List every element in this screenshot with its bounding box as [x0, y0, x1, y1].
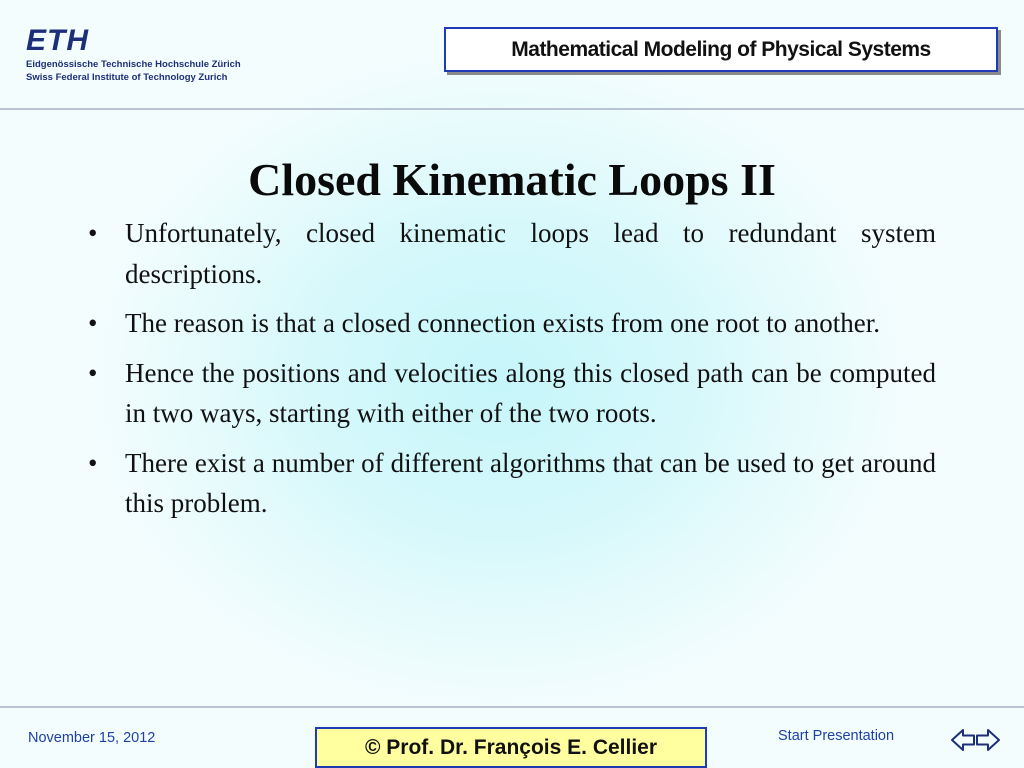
bullet-item: [88, 303, 936, 344]
bullet-item: [88, 213, 936, 294]
bullet-text: There exist a number of different algorithms that can be used to get around this problem.: [125, 447, 936, 518]
bullet-dot-icon: •: [88, 218, 98, 248]
eth-logo-line-german: Eidgenössische Technische Hochschule Zürich: [26, 59, 241, 70]
bullet-text: Hence the positions and velocities along this closed path can be computed in two ways, starting with either of the two roots.: [125, 357, 936, 428]
eth-logo-mark: ETH: [26, 24, 89, 57]
bullet-list: [88, 213, 936, 533]
start-presentation-link[interactable]: Start Presentation: [778, 728, 895, 744]
copyright-box: © Prof. Dr. François E. Cellier: [315, 727, 707, 768]
arrow-right-outline-icon[interactable]: [975, 726, 1001, 754]
bullet-item: [88, 353, 936, 434]
bullet-text: The reason is that a closed connection exists from one root to another.: [125, 308, 881, 338]
eth-logo-line-english: Swiss Federal Institute of Technology Zurich: [26, 72, 228, 83]
header-divider: [0, 108, 1024, 110]
bullet-text: Unfortunately, closed kinematic loops lead to redundant system descriptions.: [125, 218, 936, 289]
course-title-box: Mathematical Modeling of Physical Systems: [444, 27, 998, 72]
arrow-left-outline-icon[interactable]: [950, 726, 976, 754]
bullet-item: [88, 443, 936, 524]
footer-date: November 15, 2012: [28, 730, 156, 746]
footer-divider: [0, 706, 1024, 708]
eth-logo: [26, 26, 266, 84]
bullet-dot-icon: •: [88, 447, 98, 478]
slide-title: Closed Kinematic Loops II: [248, 153, 776, 205]
bullet-dot-icon: •: [88, 308, 98, 338]
bullet-dot-icon: •: [88, 357, 98, 388]
